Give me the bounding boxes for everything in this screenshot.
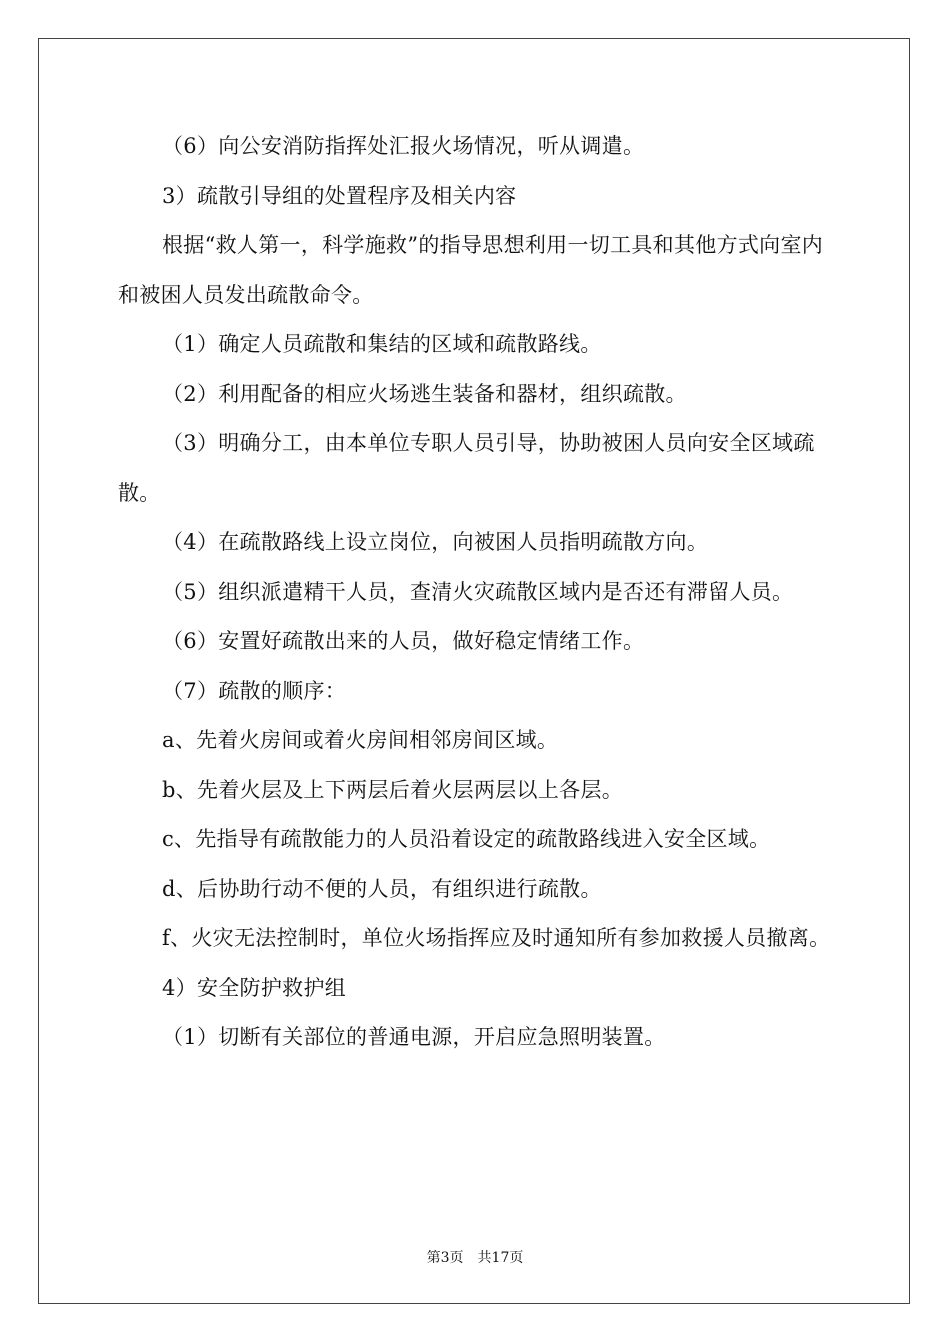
list-item: d、后协助行动不便的人员，有组织进行疏散。 <box>162 876 602 901</box>
list-item: （6）安置好疏散出来的人员，做好稳定情绪工作。 <box>162 629 645 653</box>
list-item: （1）确定人员疏散和集结的区域和疏散路线。 <box>162 332 602 356</box>
section-heading: 4）安全防护救护组 <box>162 975 347 1000</box>
section-heading: 3）疏散引导组的处置程序及相关内容 <box>162 183 517 208</box>
document-body <box>118 122 838 1063</box>
list-item: （7）疏散的顺序： <box>162 678 347 703</box>
list-item: （5）组织派遣精干人员，查清火灾疏散区域内是否还有滞留人员。 <box>162 579 794 604</box>
list-item: （2）利用配备的相应火场逃生装备和器材，组织疏散。 <box>162 381 687 406</box>
list-item: f、火灾无法控制时，单位火场指挥应及时通知所有参加救援人员撤离。 <box>162 926 831 950</box>
list-item: a、先着火房间或着火房间相邻房间区域。 <box>162 728 559 752</box>
paragraph: （6）向公安消防指挥处汇报火场情况，听从调遣。 <box>162 134 645 158</box>
list-item: b、先着火层及上下两层后着火层两层以上各层。 <box>162 777 624 802</box>
list-item: （1）切断有关部位的普通电源，开启应急照明装置。 <box>162 1025 666 1049</box>
list-item: （4）在疏散路线上设立岗位，向被困人员指明疏散方向。 <box>162 530 709 554</box>
list-item: （3）明确分工，由本单位专职人员引导，协助被困人员向安全区域疏散。 <box>118 431 815 505</box>
paragraph: 根据“救人第一，科学施救”的指导思想利用一切工具和其他方式向室内和被困人员发出疏散命令。 <box>118 233 824 307</box>
page-number: 第3页 共17页 <box>426 1250 524 1266</box>
list-item: c、先指导有疏散能力的人员沿着设定的疏散路线进入安全区域。 <box>162 827 771 851</box>
